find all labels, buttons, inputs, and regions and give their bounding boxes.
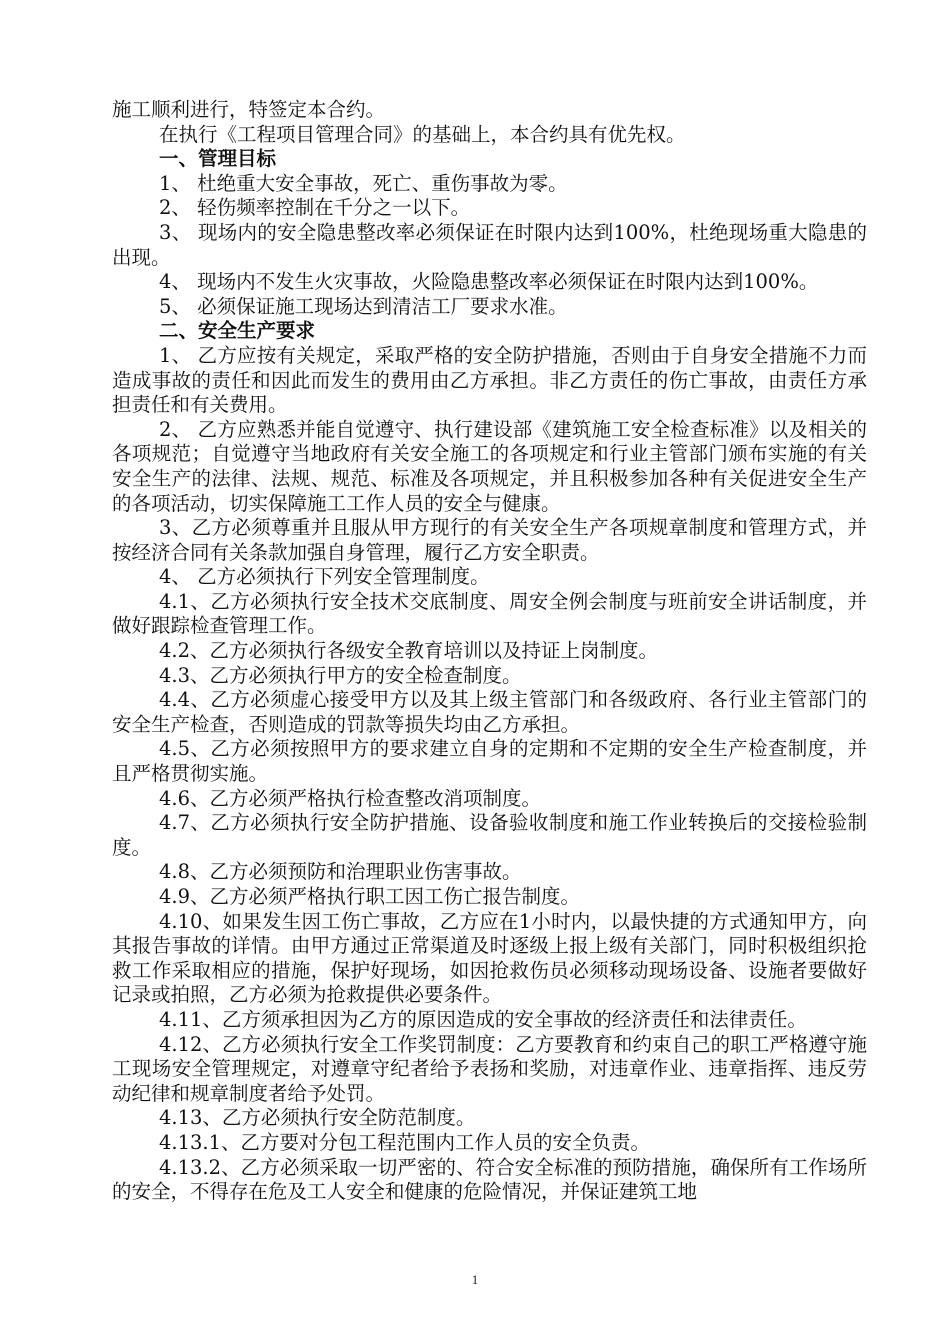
list-item: 2、 乙方应熟悉并能自觉遵守、执行建设部《建筑施工安全检查标准》以及相关的各项规范；自觉遵守当地政府有关安全施工的各项规定和行业主管部门颁布实施的有关安全生产的法律、法规、规范、标准及各项规定，并且积极参加各种有关促进安全生产的各项活动，切实保障施工工作人员的安全与健康。 xyxy=(112,417,867,515)
list-item: 4.13.2、乙方必须采取一切严密的、符合安全标准的预防措施，确保所有工作场所的安全，不得存在危及工人安全和健康的危险情况，并保证建筑工地 xyxy=(112,1155,867,1204)
list-item: 1、 乙方应按有关规定，采取严格的安全防护措施，否则由于自身安全措施不力而造成事故的责任和因此而发生的费用由乙方承担。非乙方责任的伤亡事故，由责任方承担责任和有关费用。 xyxy=(112,343,867,417)
list-item: 1、 杜绝重大安全事故，死亡、重伤事故为零。 xyxy=(159,171,568,195)
list-item: 4.1、乙方必须执行安全技术交底制度、周安全例会制度与班前安全讲话制度，并做好跟踪检查管理工作。 xyxy=(112,589,867,638)
list-item: 4.5、乙方必须按照甲方的要求建立自身的定期和不定期的安全生产检查制度，并且严格贯彻实施。 xyxy=(112,737,867,786)
list-item: 4.13、乙方必须执行安全防范制度。 xyxy=(159,1106,476,1130)
paragraph: 在执行《工程项目管理合同》的基础上，本合约具有优先权。 xyxy=(159,122,686,146)
list-item: 4.12、乙方必须执行安全工作奖罚制度：乙方要教育和约束自己的职工严格遵守施工现场安全管理规定，对遵章守纪者给予表扬和奖励，对违章作业、违章指挥、违反劳动纪律和规章制度者给予处罚。 xyxy=(112,1032,867,1105)
section-heading: 一、管理目标 xyxy=(159,147,277,171)
list-item: 4.2、乙方必须执行各级安全教育培训以及持证上岗制度。 xyxy=(159,639,659,663)
section-heading: 二、安全生产要求 xyxy=(159,319,316,343)
list-item: 4.4、乙方必须虚心接受甲方以及其上级主管部门和各级政府、各行业主管部门的安全生产检查，否则造成的罚款等损失均由乙方承担。 xyxy=(112,688,867,736)
list-item: 2、 轻伤频率控制在千分之一以下。 xyxy=(159,196,471,220)
list-item: 5、 必须保证施工现场达到清洁工厂要求水准。 xyxy=(159,294,568,318)
list-item: 4、 乙方必须执行下列安全管理制度。 xyxy=(159,565,490,589)
paragraph: 施工顺利进行，特签定本合约。 xyxy=(112,98,386,121)
list-item: 3、 现场内的安全隐患整改率必须保证在时限内达到100%，杜绝现场重大隐患的出现。 xyxy=(112,220,867,269)
list-item: 4.13.1、乙方要对分包工程范围内工作人员的安全负责。 xyxy=(159,1130,651,1154)
list-item: 4.7、乙方必须执行安全防护措施、设备验收制度和施工作业转换后的交接检验制度。 xyxy=(112,811,867,859)
list-item: 4.10、如果发生因工伤亡事故，乙方应在1小时内，以最快捷的方式通知甲方，向其报告事故的详情。由甲方通过正常渠道及时逐级上报上级有关部门，同时积极组织抢救工作采取相应的措施，保护好现场，如因抢救伤员必须移动现场设备、设施者要做好记录或拍照，乙方必须为抢救提供必要条件。 xyxy=(112,909,867,1007)
list-item: 4.11、乙方须承担因为乙方的原因造成的安全事故的经济责任和法律责任。 xyxy=(159,1007,807,1031)
page-number: 1 xyxy=(471,1272,479,1287)
list-item: 4、 现场内不发生火灾事故，火险隐患整改率必须保证在时限内达到100%。 xyxy=(159,270,819,294)
list-item: 4.8、乙方必须预防和治理职业伤害事故。 xyxy=(159,860,522,884)
list-item: 4.9、乙方必须严格执行职工因工伤亡报告制度。 xyxy=(159,885,581,908)
list-item: 4.6、乙方必须严格执行检查整改消项制度。 xyxy=(159,786,542,810)
list-item: 3、乙方必须尊重并且服从甲方现行的有关安全生产各项规章制度和管理方式，并按经济合同有关条款加强自身管理，履行乙方安全职责。 xyxy=(112,516,867,564)
list-item: 4.3、乙方必须执行甲方的安全检查制度。 xyxy=(159,663,522,687)
document-body xyxy=(112,98,867,1205)
